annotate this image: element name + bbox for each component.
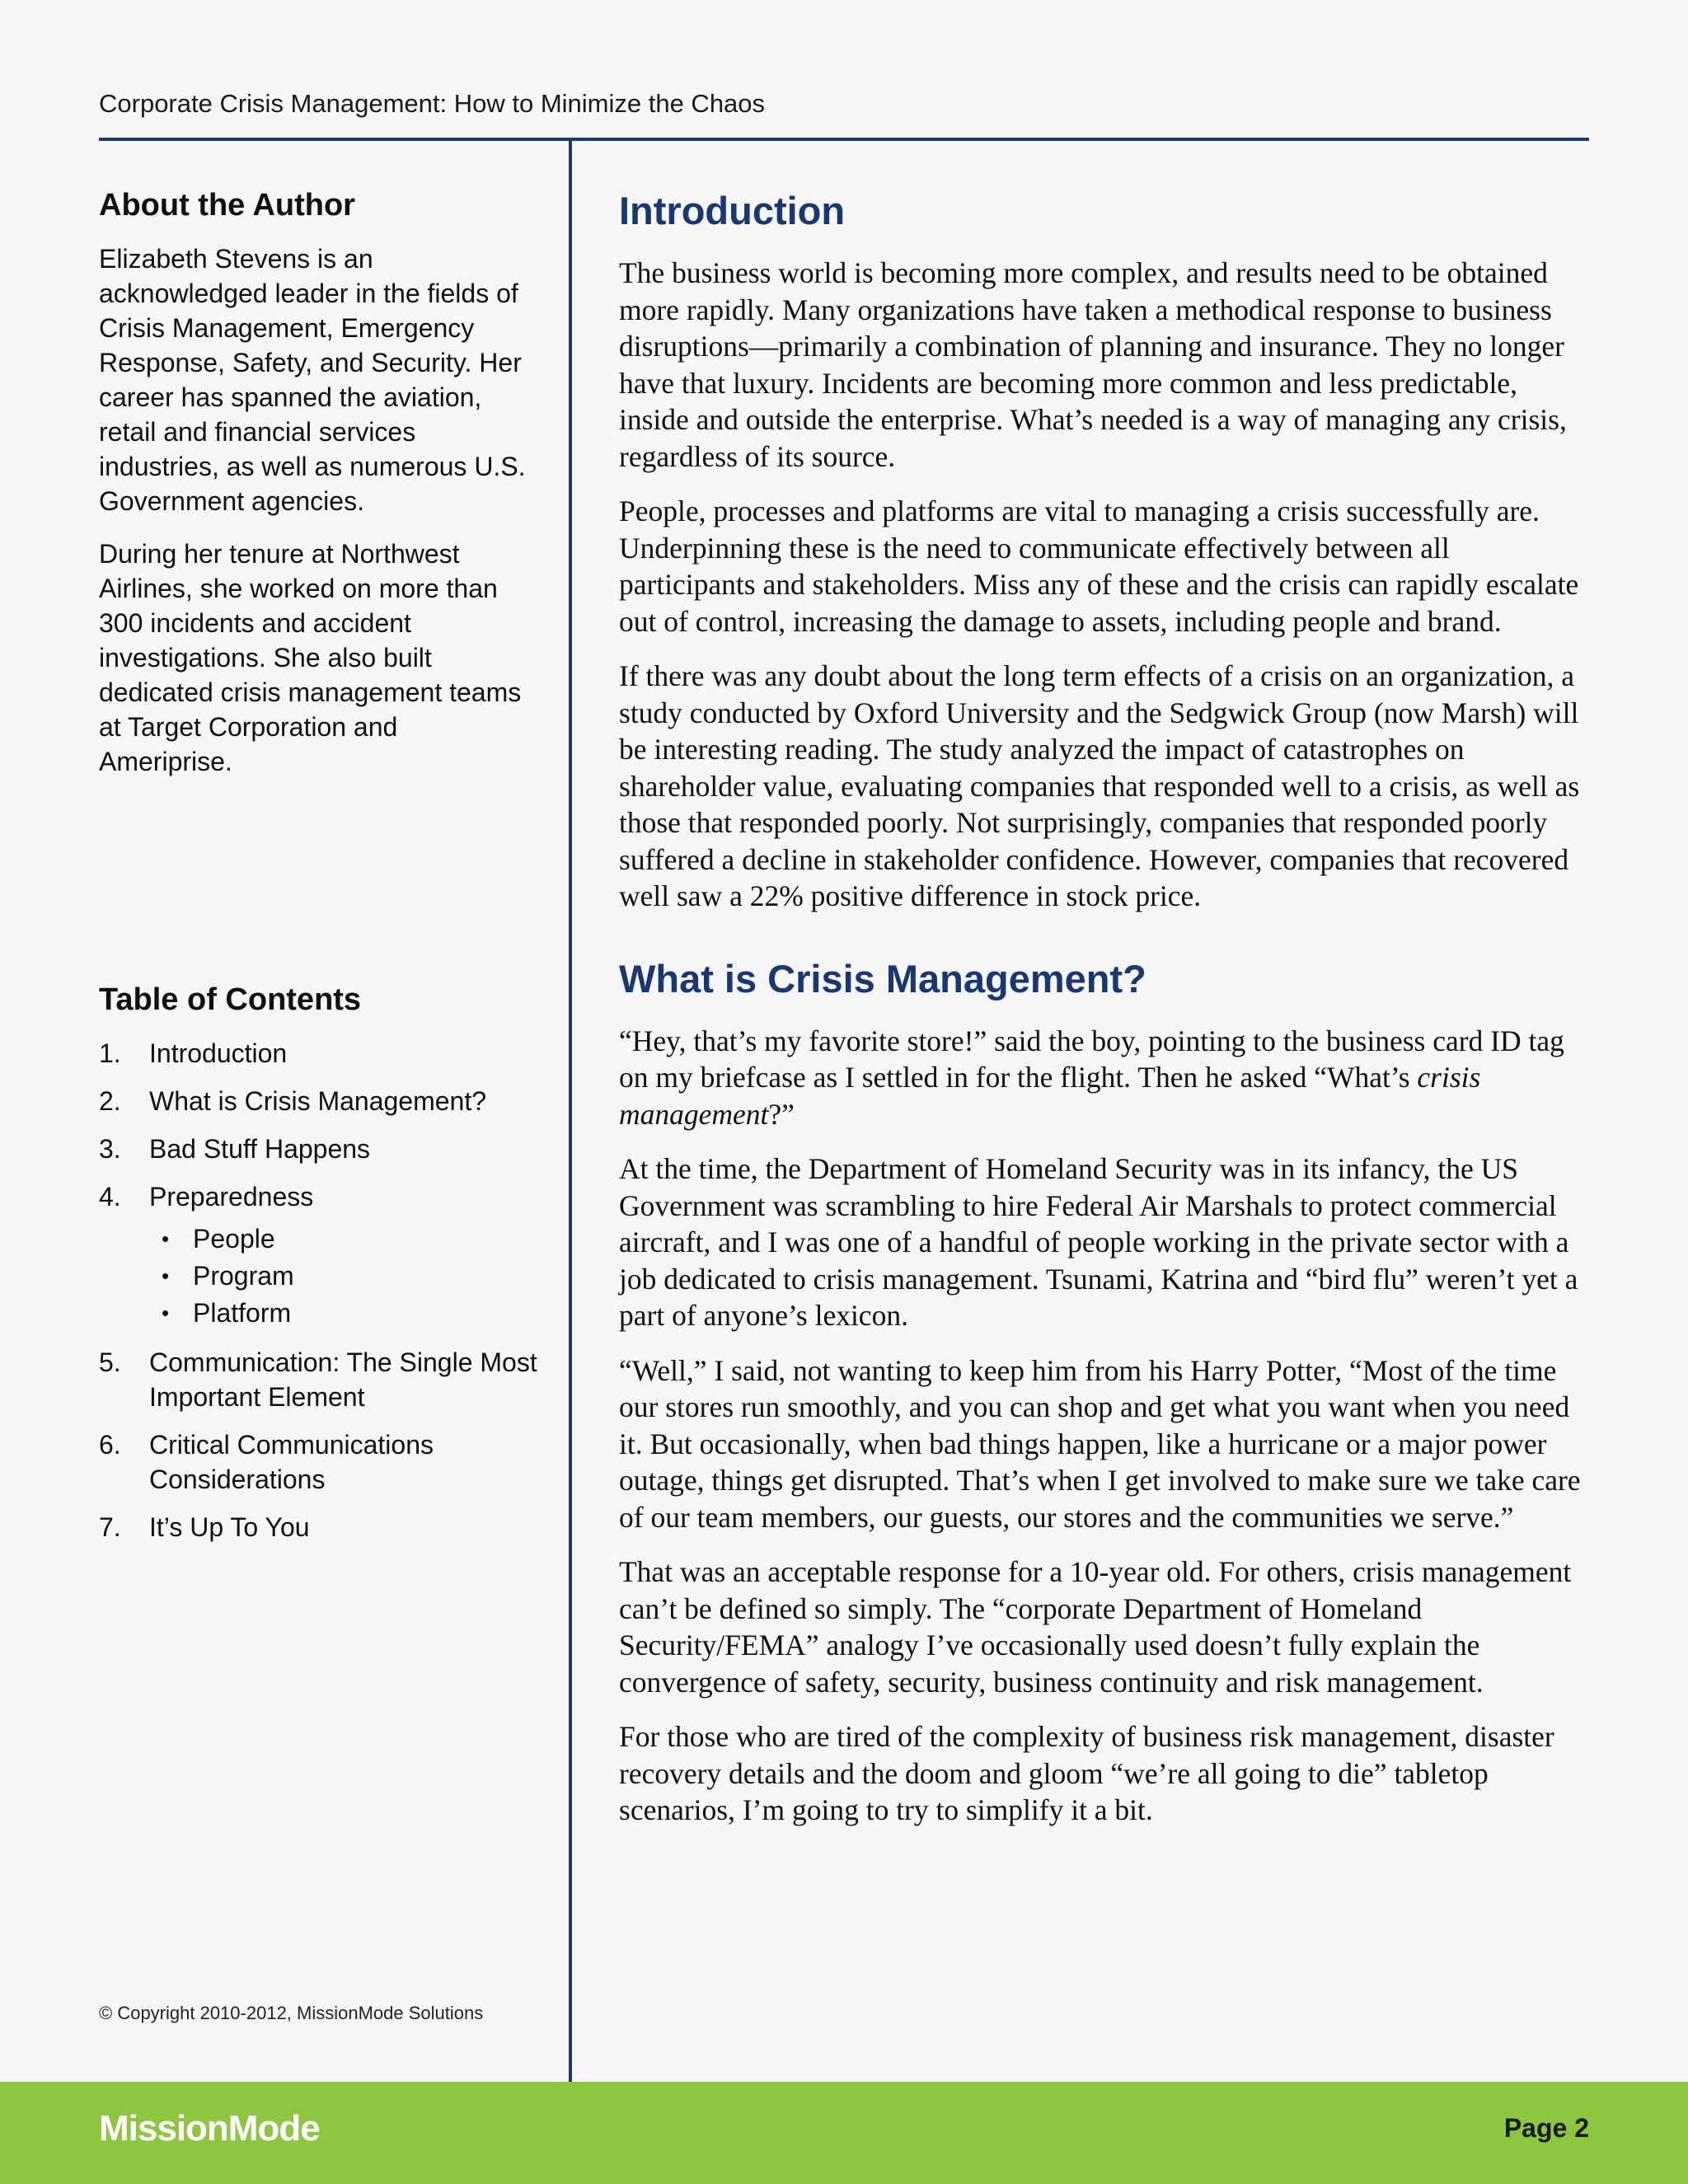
bullet-icon: • [162,1226,170,1251]
about-author-paragraph: During her tenure at Northwest Airlines, she worked on more than 300 incidents and accident investigations. She also built dedicated crisis management teams at Target Corporation and Ameriprise. [99,539,522,776]
toc-number: 5. [99,1347,121,1377]
page-number: Page 2 [1503,2113,1589,2143]
body-paragraph: People, processes and platforms are vital to managing a crisis successfully are. Underpinning these is the need to communicate effectively between all participants and stakeholders. Miss any of these and the crisis can rapidly escalate out of control, increasing the damage to assets, including people and brand. [619,494,1579,638]
missionmode-logo: MissionMode [99,2108,320,2149]
toc-label: It’s Up To You [149,1512,310,1542]
toc-sublabel: Program [193,1261,294,1291]
table-of-contents [99,982,560,1558]
body-paragraph: The business world is becoming more complex, and results need to be obtained more rapidly. Many organizations have taken a methodical response to business disruptions—primarily a combination of planning and insurance. They no longer have that luxury. Incidents are becoming more common and less predictable, inside and outside the enterprise. What’s needed is a way of managing any crisis, regardless of its source. [619,256,1567,473]
body-paragraph: If there was any doubt about the long term effects of a crisis on an organization, a study conducted by Oxford University and the Sedgwick Group (now Marsh) will be interesting reading. The study analyzed the impact of catastrophes on shareholder value, evaluating companies that responded well to a crisis, as well as those that responded poorly. Not surprisingly, companies that responded poorly suffered a decline in stakeholder confidence. However, companies that recovered well saw a 22% positive difference in stock price. [619,659,1580,912]
column-divider [569,141,572,2082]
toc-label: Bad Stuff Happens [149,1134,371,1164]
toc-subitem-people[interactable] [149,1221,560,1258]
copyright-notice: © Copyright 2010-2012, MissionMode Solutions [99,2003,484,2023]
toc-item-preparedness[interactable] [99,1179,560,1332]
quote-text: “Hey, that’s my favorite store!” said the boy, pointing to the business card ID tag on my briefcase as I settled in for the flight. Then he asked “What’s [619,1024,1564,1094]
toc-item-bad-stuff-happens[interactable] [99,1132,560,1166]
body-paragraph: For those who are tired of the complexity of business risk management, disaster recovery details and the doom and gloom “we’re all going to die” tabletop scenarios, I’m going to try to simplify it a bit. [619,1720,1554,1826]
toc-number: 2. [99,1086,121,1116]
toc-number: 1. [99,1038,121,1068]
body-paragraph: “Well,” I said, not wanting to keep him from his Harry Potter, “Most of the time our stores run smoothly, and you can shop and get what you want when you need it. But occasionally, when bad things happen, like a hurricane or a major power outage, things get disrupted. That’s when I get involved to make sure we take care of our team members, our guests, our stores and the communities we serve.” [619,1353,1581,1534]
toc-label: Preparedness [149,1182,314,1212]
footer-bar [0,2082,1688,2184]
toc-item-communication[interactable] [99,1345,560,1414]
header-divider [99,138,1589,141]
emphasis-text: crisis management [619,1061,1481,1131]
about-author-section [99,188,536,797]
body-paragraph: At the time, the Department of Homeland Security was in its infancy, the US Government was scrambling to hire Federal Air Marshals to protect commercial aircraft, and I was one of a handful of people working in the private sector with a job dedicated to crisis management. Tsunami, Katrina and “bird flu” weren’t yet a part of anyone’s lexicon. [619,1152,1578,1332]
toc-label: What is Crisis Management? [149,1086,487,1116]
toc-number: 3. [99,1134,121,1164]
toc-sublabel: People [193,1224,275,1254]
toc-label: Introduction [149,1038,288,1068]
toc-label: Critical Communications Considerations [149,1430,434,1494]
main-content [619,188,1592,1847]
toc-number: 4. [99,1182,121,1212]
toc-heading: Table of Contents [99,982,362,1017]
about-author-paragraph: Elizabeth Stevens is an acknowledged leader in the fields of Crisis Management, Emergency Response, Safety, and Security. Her career has spanned the aviation, retail and financial services industries, as well as numerous U.S. Government agencies. [99,244,526,516]
toc-subitem-platform[interactable] [149,1295,560,1332]
toc-sublabel: Platform [193,1298,292,1328]
toc-number: 6. [99,1430,121,1460]
toc-item-introduction[interactable] [99,1036,560,1071]
running-header: Corporate Crisis Management: How to Minimize the Chaos [99,89,766,118]
toc-number: 7. [99,1512,121,1542]
crisis-management-heading: What is Crisis Management? [619,956,1146,1001]
body-paragraph [619,1023,1592,1133]
toc-item-what-is-crisis-management[interactable] [99,1084,560,1118]
toc-label: Communication: The Single Most Important Element [149,1347,537,1412]
toc-item-its-up-to-you[interactable] [99,1510,560,1544]
toc-list [99,1036,560,1544]
introduction-heading: Introduction [619,189,846,232]
quote-text-end: ?” [768,1097,795,1131]
bullet-icon: • [162,1263,170,1288]
about-author-heading: About the Author [99,188,355,223]
body-paragraph: That was an acceptable response for a 10-year old. For others, crisis management can’t be defined so simply. The “corporate Department of Homeland Security/FEMA” analogy I’ve occasionally used doesn’t fully explain the convergence of safety, security, business continuity and risk management. [619,1555,1572,1699]
bullet-icon: • [162,1301,170,1325]
toc-item-critical-communications[interactable] [99,1427,560,1497]
toc-subitem-program[interactable] [149,1258,560,1295]
toc-sublist [149,1221,560,1332]
